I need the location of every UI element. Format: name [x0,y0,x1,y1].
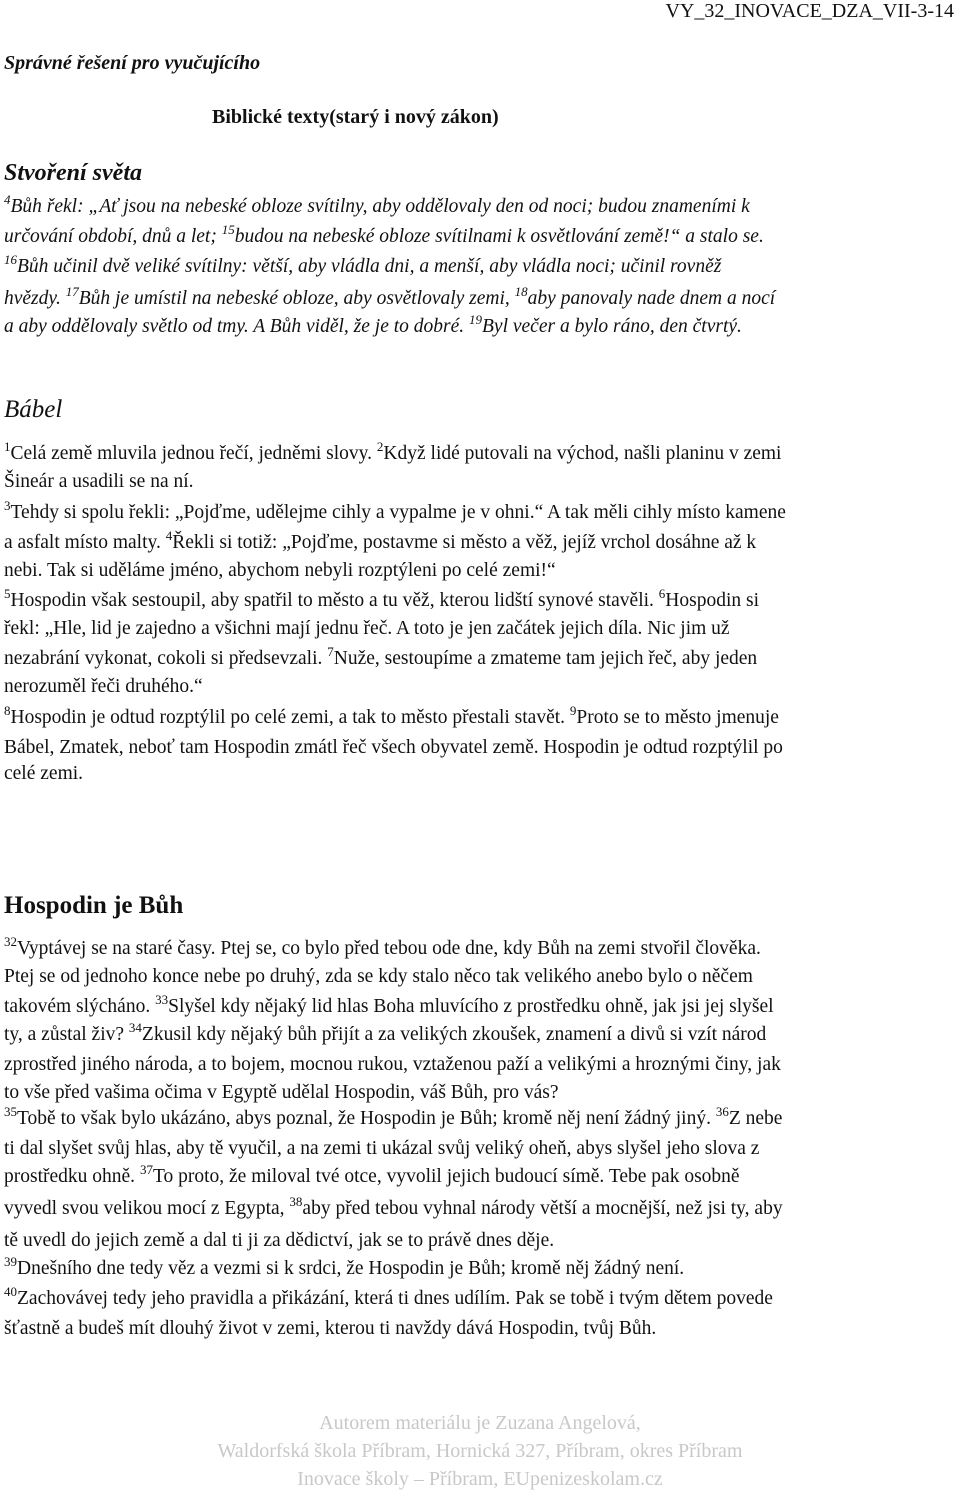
verse-text: takovém slýcháno. [4,996,156,1017]
section-heading-creation: Stvoření světa [4,160,142,186]
footer-project: Inovace školy – Příbram, EUpenizeskolam.cz [297,1468,663,1490]
verse-text: Hospodin je odtud rozptýlil po celé zemi, a tak to město přestali stavět. [10,707,570,728]
verse-number: 6 [658,586,666,601]
verse-text: Zachovávej tedy jeho pravidla a přikázání, která ti dnes udílím. Pak se tobě i tvým dětem povede [17,1288,773,1309]
verse-text: Vyptávej se na staré časy. Ptej se, co bylo před tebou ode dne, kdy Bůh na zemi stvořil člověka. [17,938,761,959]
verse-number: 33 [155,992,169,1007]
section-heading-hospodin: Hospodin je Bůh [4,892,184,919]
verse-number: 2 [376,439,384,454]
verse-text: aby panovaly nade dnem a nocí [527,288,776,309]
verse-number: 17 [65,284,79,299]
verse-number: 7 [327,644,334,659]
text-line [4,471,194,493]
verse-number: 34 [128,1020,142,1035]
text-line [4,966,753,988]
verse-text: Tobě to však bylo ukázáno, abys poznal, že Hospodin je Bůh; kromě něj není žádný jiný. [17,1108,716,1129]
text-line [4,192,750,218]
verse-number: 5 [4,586,11,601]
verse-text: ty, a zůstal živ? [4,1024,129,1045]
text-line [4,1230,554,1252]
text-line [4,1284,773,1310]
text-line [4,528,757,554]
verse-number: 15 [221,222,235,237]
text-line [4,703,779,729]
verse-text: prostředku ohně. [4,1166,140,1187]
text-line [4,439,782,465]
verse-text: Když lidé putovali na východ, našli planinu v zemi [383,443,782,464]
verse-text: nerozuměl řeči druhého.“ [4,676,203,697]
verse-text: Zkusil kdy nějaký bůh přijít a za velikých zkoušek, znamení a divů si vzít národ [141,1024,767,1045]
verse-text: určování období, dnů a let; [4,226,222,247]
footer-school: Waldorfská škola Příbram, Hornická 327, Příbram, okres Příbram [217,1440,743,1462]
verse-number: 1 [4,439,11,454]
verse-number: 9 [569,703,577,718]
verse-text: Ptej se od jednoho konce nebe po druhý, zda se kdy stalo něco tak velikého anebo bylo o něčem [4,966,753,987]
text-line [4,560,556,582]
teacher-note: Správné řešení pro vyučujícího [4,52,261,74]
verse-text: Řekli si totiž: „Pojďme, postavme si město a věž, jejíž vrchol dosáhne až k [172,532,757,553]
text-line [4,1162,740,1188]
verse-text: Proto se to město jmenuje [576,707,779,728]
verse-text: vyvedl svou velikou mocí z Egypta, [4,1198,290,1219]
verse-text: to vše před vašima očima v Egyptě udělal Hospodin, váš Bůh, pro vás? [4,1082,559,1103]
verse-text: a aby oddělovaly světlo od tmy. A Bůh viděl, že je to dobré. [4,316,470,337]
document-title: Biblické texty(starý i nový zákon) [212,106,499,128]
document-code: VY_32_INOVACE_DZA_VII-3-14 [665,0,954,22]
text-line [4,222,764,248]
verse-text: Celá země mluvila jednou řečí, jedněmi slovy. [10,443,377,464]
verse-number: 3 [4,498,11,513]
verse-number: 18 [514,284,528,299]
verse-text: Tehdy si spolu řekli: „Pojďme, udělejme cihly a vypalme je v ohni.“ A tak měli cihly místo kamene [10,502,786,523]
verse-number: 4 [4,192,11,207]
verse-number: 37 [139,1162,153,1177]
verse-text: ti dal slyšet svůj hlas, aby tě vyučil, a na zemi ti ukázal svůj veliký oheň, abys slyšel jeho slova z [4,1138,760,1159]
text-line [4,676,203,698]
text-line [4,934,761,960]
text-line [4,1082,559,1104]
verse-text: Bůh je umístil na nebeské obloze, aby osvětlovaly zemi, [78,288,515,309]
verse-number: 32 [4,934,17,949]
verse-text: aby před tebou vyhnal národy větší a mocnější, než jsi ty, aby [302,1198,783,1219]
text-line [4,1020,767,1046]
verse-text: nebi. Tak si uděláme jméno, abychom nebyli rozptýleni po celé zemi!“ [4,560,556,581]
verse-number: 36 [715,1104,729,1119]
footer-author: Autorem materiálu je Zuzana Angelová, [319,1412,641,1434]
text-line [4,1194,783,1220]
verse-text: hvězdy. [4,288,66,309]
text-line [4,1104,783,1130]
verse-number: 39 [4,1254,17,1269]
verse-text: tě uvedl do jejich země a dal ti ji za dědictví, jak se to právě dnes děje. [4,1230,555,1251]
verse-text: Hospodin si [665,590,760,611]
text-line [4,1054,781,1076]
verse-text: budou na nebeské obloze svítilnami k osvětlování země!“ a stalo se. [234,226,764,247]
verse-text: Z nebe [728,1108,783,1129]
text-line [4,1254,685,1280]
verse-text: Bůh řekl: „Ať jsou na nebeské obloze svítilny, aby oddělovaly den od noci; budou znameními k [10,196,750,217]
section-heading-babel: Bábel [4,396,63,423]
verse-number: 8 [4,703,11,718]
verse-text: řekl: „Hle, lid je zajedno a všichni mají jednu řeč. A toto je jen začátek jejich díla. Nic jim už [4,618,730,639]
verse-text: nezabrání vykonat, cokoli si předsevzali. [4,648,328,669]
verse-number: 4 [165,528,173,543]
text-line [4,1318,656,1340]
verse-text: To proto, že miloval tvé otce, vyvolil jejich budoucí símě. Tebe pak osobně [152,1166,740,1187]
text-line [4,586,760,612]
verse-text: šťastně a budeš mít dlouhý život v zemi, kterou ti navždy dává Hospodin, tvůj Bůh. [4,1318,657,1339]
verse-number: 35 [4,1104,17,1119]
text-line [4,312,742,338]
text-line [4,737,783,759]
verse-text: a asfalt místo malty. [4,532,166,553]
text-line [4,644,758,670]
verse-text: Dnešního dne tedy věz a vezmi si k srdci, že Hospodin je Bůh; kromě něj žádný není. [17,1258,685,1279]
verse-number: 38 [289,1194,303,1209]
verse-text: zprostřed jiného národa, a to bojem, mocnou rukou, vztaženou paží a velikými a hroznými činy, jak [4,1054,781,1075]
text-line [4,498,786,524]
text-line [4,252,722,278]
verse-text: Bůh učinil dvě veliké svítilny: větší, aby vládla dni, a menší, aby vládla noci; učinil rovněž [17,256,722,277]
text-line [4,284,776,310]
verse-number: 19 [469,312,483,327]
verse-text: Byl večer a bylo ráno, den čtvrtý. [482,316,742,337]
verse-text: Bábel, Zmatek, neboť tam Hospodin zmátl řeč všech obyvatel země. Hospodin je odtud rozptýlil po [4,737,783,758]
text-line [4,992,774,1018]
verse-text: Nuže, sestoupíme a zmateme tam jejich řeč, aby jeden [333,648,758,669]
verse-text: Šineár a usadili se na ní. [4,471,194,492]
verse-number: 40 [4,1284,17,1299]
verse-text: Slyšel kdy nějaký lid hlas Boha mluvícího z prostředku ohně, jak jsi jej slyšel [168,996,774,1017]
text-line [4,618,730,640]
verse-number: 16 [4,252,17,267]
verse-text: Hospodin však sestoupil, aby spatřil to město a tu věž, kterou lidští synové stavěli. [10,590,659,611]
text-line [4,1138,759,1160]
verse-text: celé zemi. [4,763,84,784]
text-line [4,763,83,785]
